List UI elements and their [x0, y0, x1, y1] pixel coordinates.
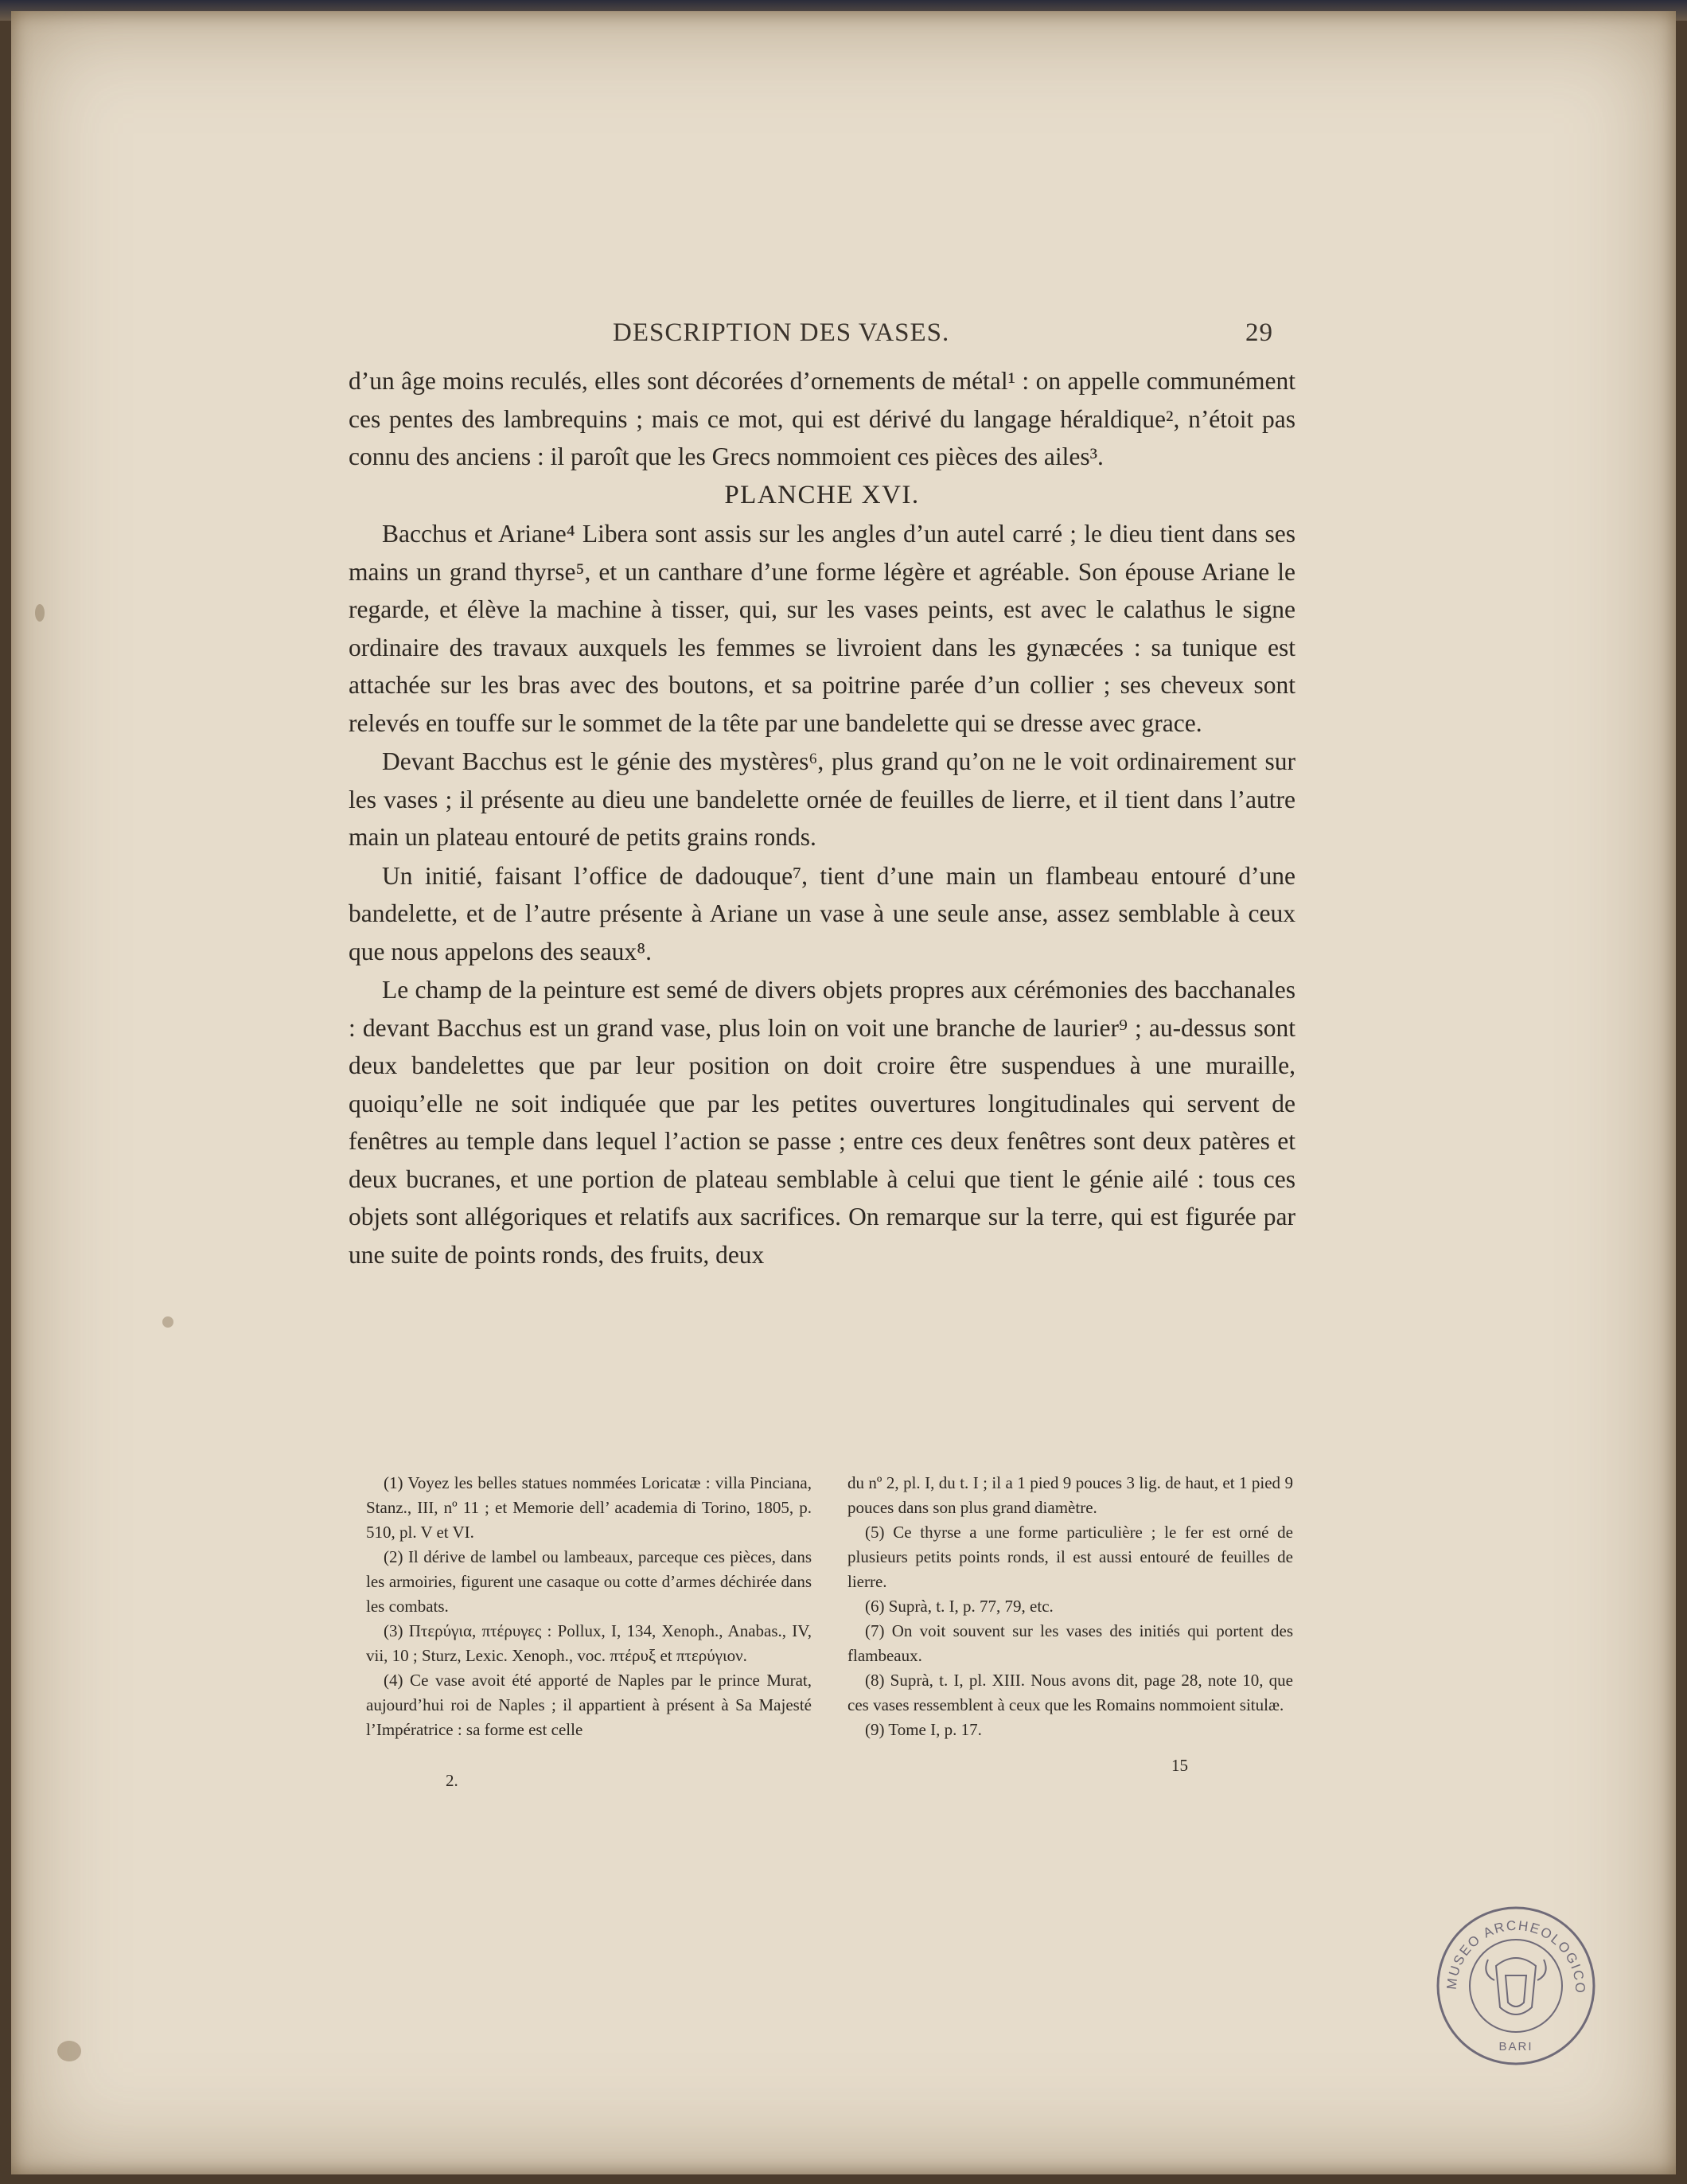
stamp-seal-icon	[1432, 1902, 1599, 2069]
footnote: (5) Ce thyrse a une forme particulière ; le fer est orné de plusieurs petits points ronds, il est aussi entouré de feuilles de lierre.	[847, 1523, 1293, 1591]
svg-text:BARI: BARI	[1498, 2040, 1533, 2053]
museum-stamp	[1432, 1902, 1599, 2069]
plate-heading: PLANCHE XVI.	[724, 480, 920, 509]
running-header	[613, 318, 1273, 358]
intro-paragraph: d’un âge moins reculés, elles sont décorées d’ornements de métal¹ : on appelle communément ces pentes des lambrequins ; mais ce mot, qui est dérivé du langage héraldique², n’étoit pas connu des anciens : il paroît que les Grecs nommoient ces pièces des ailes³.	[349, 367, 1295, 470]
footnote: (7) On voit souvent sur les vases des initiés qui portent des flambeaux.	[847, 1621, 1293, 1665]
main-text	[349, 362, 1295, 1273]
footnote: (4) Ce vase avoit été apporté de Naples par le prince Murat, aujourd’hui roi de Naples ; il appartient à présent à Sa Majesté l’Impératrice : sa forme est celle	[366, 1671, 812, 1739]
footnote: (2) Il dérive de lambel ou lambeaux, parceque ces pièces, dans les armoiries, figurent une casaque ou cotte d’armes déchirée dans les combats.	[366, 1547, 812, 1616]
foxing-spot	[57, 2041, 81, 2061]
footnotes-left-column	[366, 1471, 812, 1742]
page-number: 29	[1245, 318, 1273, 347]
signature-mark-left: 2.	[446, 1771, 458, 1790]
paragraph: Le champ de la peinture est semé de divers objets propres aux cérémonies des bacchanales : devant Bacchus est un grand vase, plus loin on voit une branche de laurier⁹ ; au-dessus sont deux bandelettes que par leur position on doit croire être suspendues à une muraille, quoiqu’elle ne soit indiquée que par les petites ouvertures longitudinales qui servent de fenêtres au temple dans lequel l’action se passe ; entre ces deux fenêtres sont deux patères et deux bucranes, et une portion de plateau semblable à celui que tient le génie ailé : tous ces objets sont allégoriques et relatifs aux sacrifices. On remarque sur la terre, qui est figurée par une suite de points ronds, des fruits, deux	[349, 976, 1295, 1269]
signature-mark-right: 15	[1171, 1756, 1188, 1775]
paragraph: Bacchus et Ariane⁴ Libera sont assis sur les angles d’un autel carré ; le dieu tient dans ses mains un grand thyrse⁵, et un canthare d’une forme légère et agréable. Son épouse Ariane le regarde, et élève la machine à tisser, qui, sur les vases peints, est avec le calathus le signe ordinaire des travaux auxquels les femmes se livroient dans les gynæcées : sa tunique est attachée sur les bras avec des boutons, et sa poitrine parée d’un collier ; ses cheveux sont relevés en touffe sur le sommet de la tête par une bandelette qui se dresse avec grace.	[349, 520, 1295, 737]
paragraph: Un initié, faisant l’office de dadouque⁷, tient d’une main un flambeau entouré d’une bandelette, et de l’autre présente à Ariane un vase à une seule anse, assez semblable à ceux que nous appelons des seaux⁸.	[349, 861, 1295, 965]
footnote: (9) Tome I, p. 17.	[865, 1720, 982, 1739]
footnote: (6) Suprà, t. I, p. 77, 79, etc.	[865, 1597, 1054, 1616]
paragraph: Devant Bacchus est le génie des mystères⁶, plus grand qu’on ne le voit ordinairement sur les vases ; il présente au dieu une bandelette ornée de feuilles de lierre, et il tient dans l’autre main un plateau entouré de petits grains ronds.	[349, 747, 1295, 851]
footnote: (3) Πτερύγια, πτέρυγες : Pollux, I, 134, Xenoph., Anabas., IV, vii, 10 ; Sturz, Lexic. Xenoph., voc. πτέρυξ et πτερύγιον.	[366, 1621, 812, 1665]
foxing-spot	[162, 1316, 173, 1328]
footnote: du nº 2, pl. I, du t. I ; il a 1 pied 9 pouces 3 lig. de haut, et 1 pied 9 pouces dans son plus grand diamètre.	[847, 1473, 1293, 1517]
footnotes-right-column	[847, 1471, 1293, 1742]
footnote: (8) Suprà, t. I, pl. XIII. Nous avons dit, page 28, note 10, que ces vases ressemblent à ceux que les Romains nommoient situlæ.	[847, 1671, 1293, 1714]
svg-text:MUSEO ARCHEOLOGICO PROVINCIALE: MUSEO ARCHEOLOGICO	[1443, 1917, 1588, 1995]
footnotes	[366, 1471, 1293, 1805]
foxing-spot	[35, 604, 45, 622]
running-title: DESCRIPTION DES VASES.	[613, 318, 950, 347]
footnote: (1) Voyez les belles statues nommées Loricatæ : villa Pinciana, Stanz., III, nº 11 ; et Memorie dell’ academia di Torino, 1805, p. 510, pl. V et VI.	[366, 1473, 812, 1542]
